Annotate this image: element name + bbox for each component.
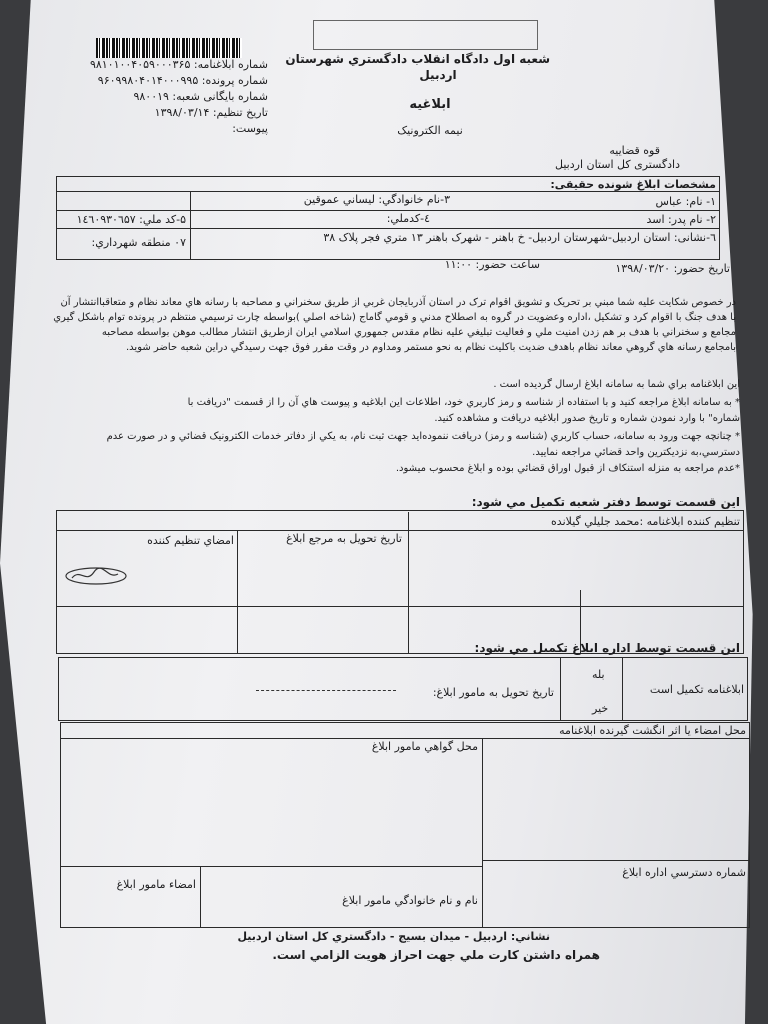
delivery-date-field[interactable] — [256, 690, 396, 691]
appearance-date: تاریخ حضور: ۱۳۹۸/۰۳/۲۰ — [615, 262, 730, 275]
dept-section-title: این قسمت توسط اداره ابلاغ تکمیل مي شود: — [474, 641, 740, 655]
officer-testimony-label: محل گواهي مامور ابلاغ — [371, 740, 478, 753]
registration-box — [313, 20, 538, 50]
recipient-section-title: مشخصات ابلاغ شونده حقیقی: — [550, 178, 716, 191]
body-paragraph-3: مجامع و سخنراني با هدف بر هم زدن امنیت ملي و فعالیت تبلیغي علیه نظام مقدس جمهوري اسلامي ایران ازطریق انتشار مطالب موهن بواسطه مصاحبه — [101, 327, 736, 338]
court-city: اردبیل — [419, 68, 457, 82]
option-no[interactable]: خیر — [592, 702, 609, 715]
notice-number: شماره ابلاغنامه: ۹۸۱۰۱۰۰۴۰۵۹۰۰۰۳۶۵ — [89, 58, 268, 71]
footer-address: نشاني: اردبیل - میدان بسیج - دادگستري کل استان اردبیل — [237, 930, 550, 943]
document-title: ابلاغیه — [409, 97, 451, 112]
document-subtitle: نیمه الکترونیک — [397, 124, 463, 137]
province-label: دادگستری کل استان اردبیل — [555, 158, 680, 171]
officer-sign-label: امضاء مامور ابلاغ — [116, 878, 196, 891]
notice-completed-label: ابلاغنامه تکمیل است — [649, 683, 744, 696]
delivery-to-officer-label: تاریخ تحویل به مامور ابلاغ: — [432, 686, 554, 699]
note-nearest: دسترسي،به نزدیکترین واحد قضائي مراجعه نمایید. — [532, 447, 740, 458]
option-yes[interactable]: بله — [592, 668, 605, 681]
delivery-date-label: تاریخ تحویل به مرجع ابلاغ — [286, 532, 402, 545]
preparer-signature-label: امضاي تنظیم کننده — [147, 534, 234, 547]
case-number: شماره پرونده: ۹۶۰۹۹۸۰۴۰۱۴۰۰۰۹۹۵ — [97, 74, 268, 87]
body-paragraph-1: در خصوص شکایت علیه شما مبني بر تحریک و تشویق اقوام ترک در استان آذربایجان غربي از طریق سخنراني و مصاحبه با رسانه هاي معاند نظام و متعاقباانتشار آن — [60, 297, 736, 308]
access-number-label: شماره دسترسي اداره ابلاغ — [622, 866, 746, 879]
recipient-father: ۲- نام پدر: اسد — [646, 213, 716, 226]
note-view: شماره" با وارد نمودن شماره و تاریخ صدور ابلاغیه دریافت و مشاهده کنید. — [434, 413, 740, 424]
judiciary-label: قوه قضاییه — [609, 144, 660, 157]
appearance-time: ساعت حضور: ۱۱:۰۰ — [444, 258, 540, 271]
office-section-title: این قسمت توسط دفتر شعبه تکمیل مي شود: — [471, 495, 740, 509]
note-refusal: *عدم مراجعه به منزله استنکاف از قبول اوراق قضائي بوده و ابلاغ محسوب ميشود. — [395, 463, 740, 474]
note-sent: این ابلاغنامه براي شما به سامانه ابلاغ ارسال گردیده است . — [493, 379, 740, 390]
note-register: * چنانچه جهت ورود به سامانه، حساب کاربري (شناسه و رمز) دریافت ننموده‌اید جهت ثبت نام، به یکي از دفاتر خدمات الکترونیک قضائي و در صورت عدم — [106, 431, 740, 442]
officer-name-label: نام و نام خانوادگي مامور ابلاغ — [342, 894, 478, 907]
barcode — [96, 38, 242, 58]
body-paragraph-4: بامجامع رسانه هاي گروهي معاند نظام باهدف ضدیت باکلیت نظام به نحو مستمر ومداوم در وقت مقرر فوق جهت رسیدگي دراین شعبه حاضر شوید. — [125, 342, 736, 353]
preparer-name: تنظیم کننده ابلاغنامه :محمد جلیلي گیلانده — [551, 515, 740, 528]
note-access: * به سامانه ابلاغ مراجعه کنید و با استفاده از شناسه و رمز کاربري خود، اطلاعات این ابلاغیه و پیوست هاي آن را از قسمت "دریافت با — [187, 397, 740, 408]
national-code-label: ٤-کدملي: — [386, 212, 430, 225]
id-requirement-notice: همراه داشتن کارت ملي جهت احراز هويت الزامي است. — [272, 948, 600, 962]
signature-icon — [64, 562, 128, 590]
archive-number: شماره بایگانی شعبه: ۹۸۰۰۱۹ — [133, 90, 268, 103]
municipal-district: ۰۷ منطقه شهرداري: — [91, 236, 186, 249]
court-name: شعبه اول دادگاه انقلاب دادگستري شهرستان — [285, 52, 550, 66]
issue-date: تاریخ تنظیم: ۱۳۹۸/۰۳/۱۴ — [154, 106, 268, 119]
postal-code: ۵-کد ملي: ۱٤٦۰۹۳۰٦۵۷ — [76, 213, 186, 226]
recipient-family: ۳-نام خانوادگي: لیساني عموقین — [303, 193, 450, 206]
receiver-sign-label: محل امضاء یا اثر انگشت گیرنده ابلاغنامه — [559, 724, 746, 737]
body-paragraph-2: با هدف جنگ با اقوام کرد و تشکیل ،اداره وعضویت در گروه به اصطلاح مدني و قومي گاماج (شاخه اصلي )بواسطه چارت ترسیمي منتظم در پرونده توام باشکل گیري — [53, 312, 736, 323]
attachment-label: پیوست: — [232, 122, 268, 135]
recipient-name: ۱- نام: عباس — [655, 195, 716, 208]
recipient-address: ٦-نشانی: استان اردبیل-شهرستان اردبیل- خ باهنر - شهرک باهنر ۱۳ متري فجر پلاک ۳۸ — [323, 231, 716, 244]
